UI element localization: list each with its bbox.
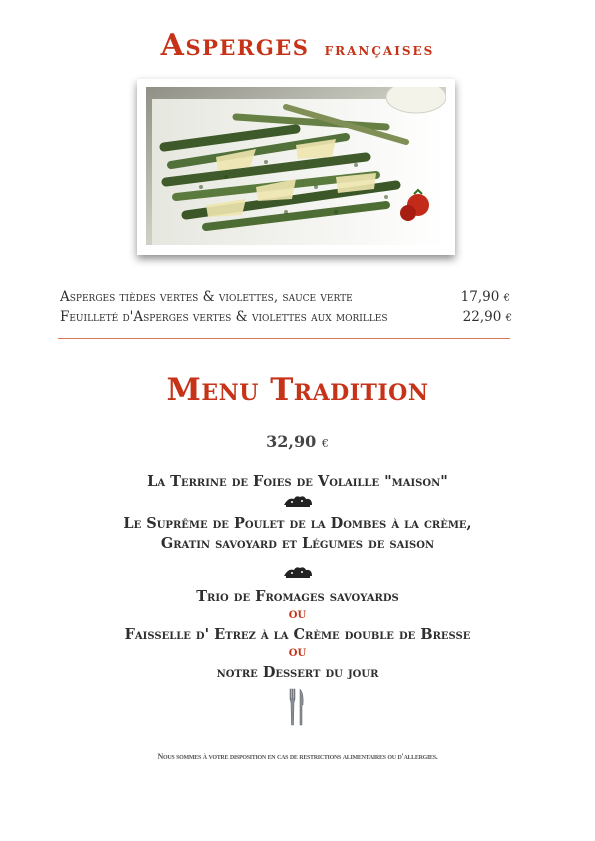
or-separator: ou [288,644,307,660]
allergy-note: Nous sommes à votre disposition en cas de restrictions alimentaires ou d'allergies. [157,752,438,761]
dessert-option-3: notre Dessert du jour [216,664,379,681]
item-label: Asperges tièdes vertes & violettes, sauce verte [60,289,353,305]
item-price: 22,90 € [462,309,512,325]
dish-main-line-2: Gratin savoyard et Légumes de saison [160,535,435,552]
dessert-option-2: Faisselle d' Etrez à la Crème double de Bresse [124,626,471,643]
page-title [0,28,595,63]
dish-starter: La Terrine de Foies de Volaille "maison" [147,473,448,490]
title-main: Asperges [160,28,310,63]
asparagus-dish-photo [146,87,446,245]
fork-knife-icon [287,687,307,727]
section-divider [58,338,510,339]
ornament-icon [282,493,314,509]
menu-price: 32,90 € [266,432,329,451]
asparagus-photo [137,79,455,255]
title-subtitle: françaises [324,40,435,60]
item-price: 17,90 € [460,289,510,305]
item-label: Feuilleté d'Asperges vertes & violettes aux morilles [60,309,388,325]
asparagus-item-1 [60,289,510,305]
ornament-icon [282,564,314,580]
or-separator: ou [288,606,307,622]
asparagus-item-2 [60,309,512,325]
menu-title: Menu Tradition [166,372,429,408]
dessert-option-1: Trio de Fromages savoyards [196,588,399,605]
dish-main-line-1: Le Suprême de Poulet de la Dombes à la crème, [123,515,472,532]
